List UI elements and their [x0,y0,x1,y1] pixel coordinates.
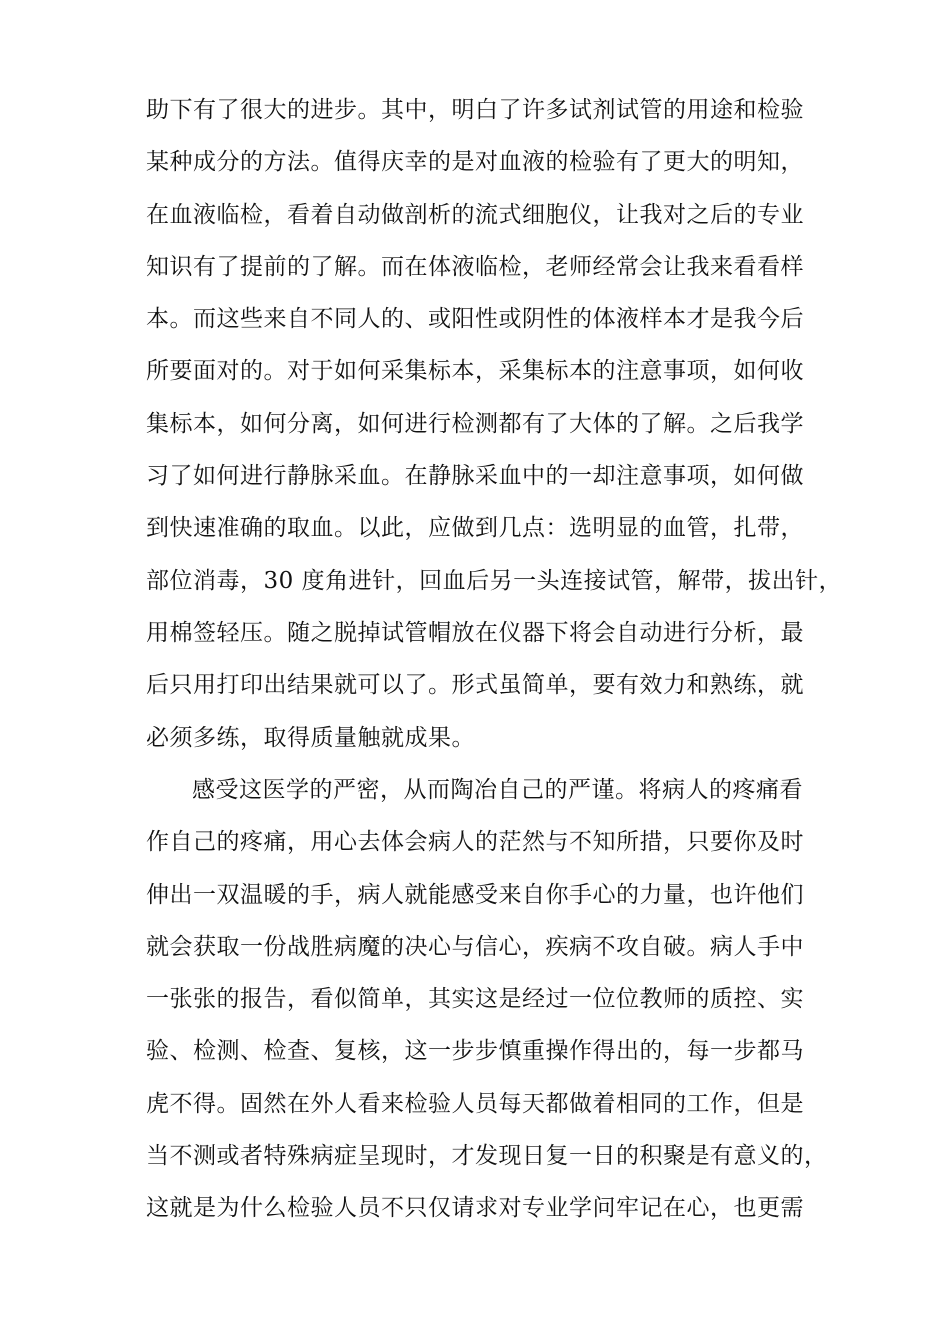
text-line: 后只用打印出结果就可以了。形式虽简单，要有效力和熟练，就 [146,672,804,699]
paragraph-2 [146,764,826,1235]
text-line: 当不测或者特殊病症呈现时，才发现日复一日的积聚是有意义的， [146,1143,828,1170]
text-line: 必须多练，取得质量触就成果。 [146,724,475,751]
text-line: 所要面对的。对于如何采集标本，采集标本的注意事项，如何收 [146,358,804,385]
text-line: 某种成分的方法。值得庆幸的是对血液的检验有了更大的明知， [146,149,804,176]
paragraph-1 [146,84,843,764]
text-line: 虎不得。固然在外人看来检验人员每天都做着相同的工作，但是 [146,1090,804,1117]
text-line: 一张张的报告，看似简单，其实这是经过一位位教师的质控、实 [146,986,804,1013]
text-line: 到快速准确的取血。以此，应做到几点：选明显的血管，扎带， [146,515,804,542]
text-line-indented: 感受这医学的严密，从而陶冶自己的严谨。将病人的疼痛看 [192,777,803,803]
text-line: 习了如何进行静脉采血。在静脉采血中的一却注意事项，如何做 [146,463,804,490]
text-line: 部位消毒，30 度角进针，回血后另一头连接试管，解带，拔出针， [146,567,843,594]
text-line: 助下有了很大的进步。其中，明白了许多试剂试管的用途和检验 [146,97,804,123]
text-line: 这就是为什么检验人员不只仅请求对专业学问牢记在心，也更需 [146,1195,804,1222]
text-line: 在血液临检，看着自动做剖析的流式细胞仪，让我对之后的专业 [146,201,804,228]
text-line: 本。而这些来自不同人的、或阳性或阴性的体液样本才是我今后 [146,306,804,333]
text-line: 作自己的疼痛，用心去体会病人的茫然与不知所措，只要你及时 [146,829,804,856]
text-line: 知识有了提前的了解。而在体液临检，老师经常会让我来看看样 [146,253,804,280]
text-line: 用棉签轻压。随之脱掉试管帽放在仪器下将会自动进行分析，最 [146,619,804,646]
text-line: 伸出一双温暖的手，病人就能感受来自你手心的力量，也许他们 [146,881,804,908]
text-line: 集标本，如何分离，如何进行检测都有了大体的了解。之后我学 [146,410,804,437]
text-line: 就会获取一份战胜病魔的决心与信心，疾病不攻自破。病人手中 [146,933,804,960]
text-line: 验、检测、检查、复核，这一步步慎重操作得出的，每一步都马 [146,1038,804,1065]
